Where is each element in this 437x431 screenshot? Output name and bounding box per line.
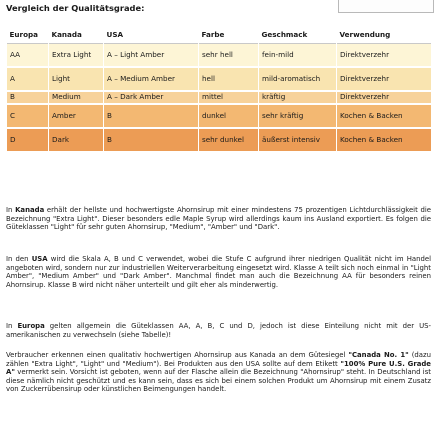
text-segment: In den bbox=[6, 255, 32, 263]
bold-term: Kanada bbox=[15, 206, 45, 214]
text-segment: In bbox=[6, 206, 16, 214]
cell-geschmack: sehr kräftig bbox=[259, 104, 337, 128]
cell-verwendung: Direktverzehr bbox=[337, 67, 432, 91]
cell-usa: A – Medium Amber bbox=[104, 67, 199, 91]
cell-usa: A – Light Amber bbox=[104, 44, 199, 68]
cell-geschmack: äußerst intensiv bbox=[259, 128, 337, 151]
cell-europa: C bbox=[7, 104, 49, 128]
cell-farbe: mittel bbox=[199, 91, 259, 104]
column-header-kanada: Kanada bbox=[49, 27, 104, 44]
table-row bbox=[7, 91, 432, 104]
text-segment: wird die Skala A, B und C verwendet, wobei die Stufe C aufgrund ihrer niedrigen Qualität nicht im Handel angeboten wird, sondern nur zur industriellen Weiterverarbeitung eingesetzt wird. Klasse A teilt sich noch einmal in "Light Amber", "Medium Amber" und "Dark Amber". Manchmal findet man auch die Bezeichnung AA für besonders reinen Ahornsirup. Klasse B wird nicht näher unterteilt und gilt eher als minderwertig. bbox=[6, 255, 431, 289]
cell-geschmack: fein-mild bbox=[259, 44, 337, 68]
paragraph-usa bbox=[6, 255, 431, 289]
table-row bbox=[7, 44, 432, 68]
text-segment: erhält der hellste und hochwertigste Ahornsirup mit einer mindestens 75 prozentigen Lichtdurchlässigkeit die Bezeichnung "Extra Light". Dieser besonders edle Maple Syrup wird allerdings kaum ins Ausland exportiert. Es folgen die Güteklassen "Light" für sehr guten Ahornsirup, "Medium", "Amber" und "Dark". bbox=[6, 206, 432, 232]
paragraph-europa bbox=[6, 322, 431, 339]
table-row bbox=[7, 128, 432, 151]
cell-farbe: sehr dunkel bbox=[199, 128, 259, 151]
cell-europa: AA bbox=[7, 44, 49, 68]
cell-farbe: sehr hell bbox=[199, 44, 259, 68]
cell-kanada: Medium bbox=[49, 91, 104, 104]
table-row bbox=[7, 67, 432, 91]
column-header-usa: USA bbox=[104, 27, 199, 44]
cell-kanada: Dark bbox=[49, 128, 104, 151]
cell-geschmack: kräftig bbox=[259, 91, 337, 104]
bold-term: "Canada No. 1" bbox=[348, 351, 409, 359]
cell-usa: B bbox=[104, 128, 199, 151]
section-heading: Vergleich der Qualitätsgrade: bbox=[6, 3, 145, 13]
cell-europa: A bbox=[7, 67, 49, 91]
paragraph-verbraucher bbox=[6, 351, 431, 394]
column-header-geschmack: Geschmack bbox=[259, 27, 337, 44]
cell-kanada: Light bbox=[49, 67, 104, 91]
text-segment: Verbraucher erkennen einen qualitativ hochwertigen Ahornsirup aus Kanada an dem Gütesiegel bbox=[6, 351, 349, 359]
text-segment: In bbox=[6, 322, 18, 330]
column-header-farbe: Farbe bbox=[199, 27, 259, 44]
search-field[interactable] bbox=[338, 0, 434, 13]
table-row bbox=[7, 104, 432, 128]
cell-europa: D bbox=[7, 128, 49, 151]
cell-kanada: Amber bbox=[49, 104, 104, 128]
column-header-verwendung: Verwendung bbox=[337, 27, 432, 44]
cell-usa: B bbox=[104, 104, 199, 128]
cell-farbe: hell bbox=[199, 67, 259, 91]
cell-geschmack: mild-aromatisch bbox=[259, 67, 337, 91]
cell-verwendung: Direktverzehr bbox=[337, 91, 432, 104]
bold-term: USA bbox=[31, 255, 48, 263]
cell-kanada: Extra Light bbox=[49, 44, 104, 68]
paragraph-kanada bbox=[6, 206, 431, 232]
cell-usa: A – Dark Amber bbox=[104, 91, 199, 104]
quality-grade-table bbox=[6, 27, 432, 151]
cell-verwendung: Kochen & Backen bbox=[337, 128, 432, 151]
text-segment: vermerkt sein. Vorsicht ist geboten, wenn auf der Flasche allein die Bezeichnung "Ahornsirup" steht. In Deutschland ist diese nämlich nicht geschützt und es kann sein, dass es sich bei einem solchen Produkt um Ahornsirup mit einem Zusatz von Zuckerrübensirup oder künstlichen Beimengungen handelt. bbox=[6, 368, 431, 394]
cell-verwendung: Kochen & Backen bbox=[337, 104, 432, 128]
table-header-row bbox=[7, 27, 432, 44]
bold-term: Europa bbox=[17, 322, 45, 330]
cell-verwendung: Direktverzehr bbox=[337, 44, 432, 68]
bold-term: "100% Pure U.S. Grade A" bbox=[6, 359, 431, 377]
cell-farbe: dunkel bbox=[199, 104, 259, 128]
column-header-europa: Europa bbox=[7, 27, 49, 44]
text-segment: gelten allgemein die Güteklassen AA, A, B, C und D, jedoch ist diese Einteilung nicht mit der US-amerikanischen zu verwechseln (siehe Tabelle)! bbox=[6, 322, 431, 339]
text-segment: (dazu zählen "Extra Light", "Light" und "Medium"). Bei Produkten aus den USA sollte auf dem Etikett bbox=[6, 351, 431, 368]
cell-europa: B bbox=[7, 91, 49, 104]
